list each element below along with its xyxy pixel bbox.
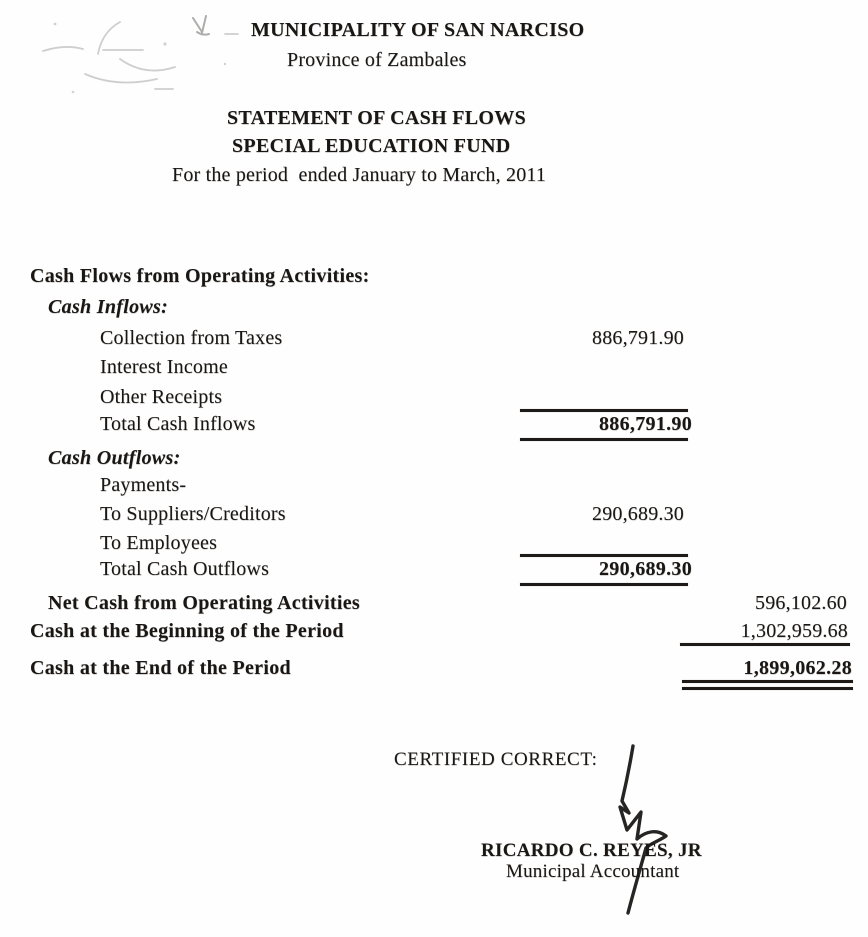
doc-fund-title: SPECIAL EDUCATION FUND	[232, 135, 511, 157]
row-label-employees: To Employees	[100, 532, 218, 554]
total-outflows-underline	[520, 583, 688, 586]
section-cash-inflows: Cash Inflows:	[48, 296, 169, 318]
section-cash-outflows: Cash Outflows:	[48, 447, 181, 469]
row-label-other-receipts: Other Receipts	[100, 386, 223, 408]
signatory-name: RICARDO C. REYES, JR	[481, 840, 702, 861]
cash-end-double-rule-bottom	[682, 687, 853, 690]
amount-net-cash-operating: 596,102.60	[755, 592, 847, 614]
org-province: Province of Zambales	[287, 49, 467, 71]
org-name: MUNICIPALITY OF SAN NARCISO	[251, 19, 585, 41]
total-inflows-underline	[520, 438, 688, 441]
doc-title: STATEMENT OF CASH FLOWS	[227, 107, 526, 129]
amount-cash-end: 1,899,062.28	[743, 657, 852, 679]
section-operating-activities: Cash Flows from Operating Activities:	[30, 265, 370, 287]
row-label-net-cash-operating: Net Cash from Operating Activities	[48, 592, 361, 614]
amount-total-inflows: 886,791.90	[599, 413, 692, 435]
amount-suppliers-creditors: 290,689.30	[592, 503, 684, 525]
row-label-suppliers-creditors: To Suppliers/Creditors	[100, 503, 286, 525]
amount-total-outflows: 290,689.30	[599, 558, 692, 580]
cash-beginning-underline	[680, 643, 850, 646]
row-label-total-outflows: Total Cash Outflows	[100, 558, 270, 580]
row-label-cash-beginning: Cash at the Beginning of the Period	[30, 620, 344, 642]
cash-end-double-rule-top	[682, 680, 853, 683]
row-label-total-inflows: Total Cash Inflows	[100, 413, 256, 435]
certified-correct-label: CERTIFIED CORRECT:	[394, 749, 598, 770]
signatory-title: Municipal Accountant	[506, 861, 680, 882]
row-label-payments: Payments-	[100, 474, 187, 496]
row-label-interest-income: Interest Income	[100, 356, 228, 378]
doc-period: For the period ended January to March, 2011	[172, 164, 547, 186]
row-label-collection-taxes: Collection from Taxes	[100, 327, 283, 349]
amount-cash-beginning: 1,302,959.68	[740, 620, 848, 642]
ink-smudge-stamp	[25, 4, 240, 104]
signature-ink	[585, 735, 685, 925]
row-label-cash-end: Cash at the End of the Period	[30, 657, 291, 679]
amount-collection-taxes: 886,791.90	[592, 327, 684, 349]
